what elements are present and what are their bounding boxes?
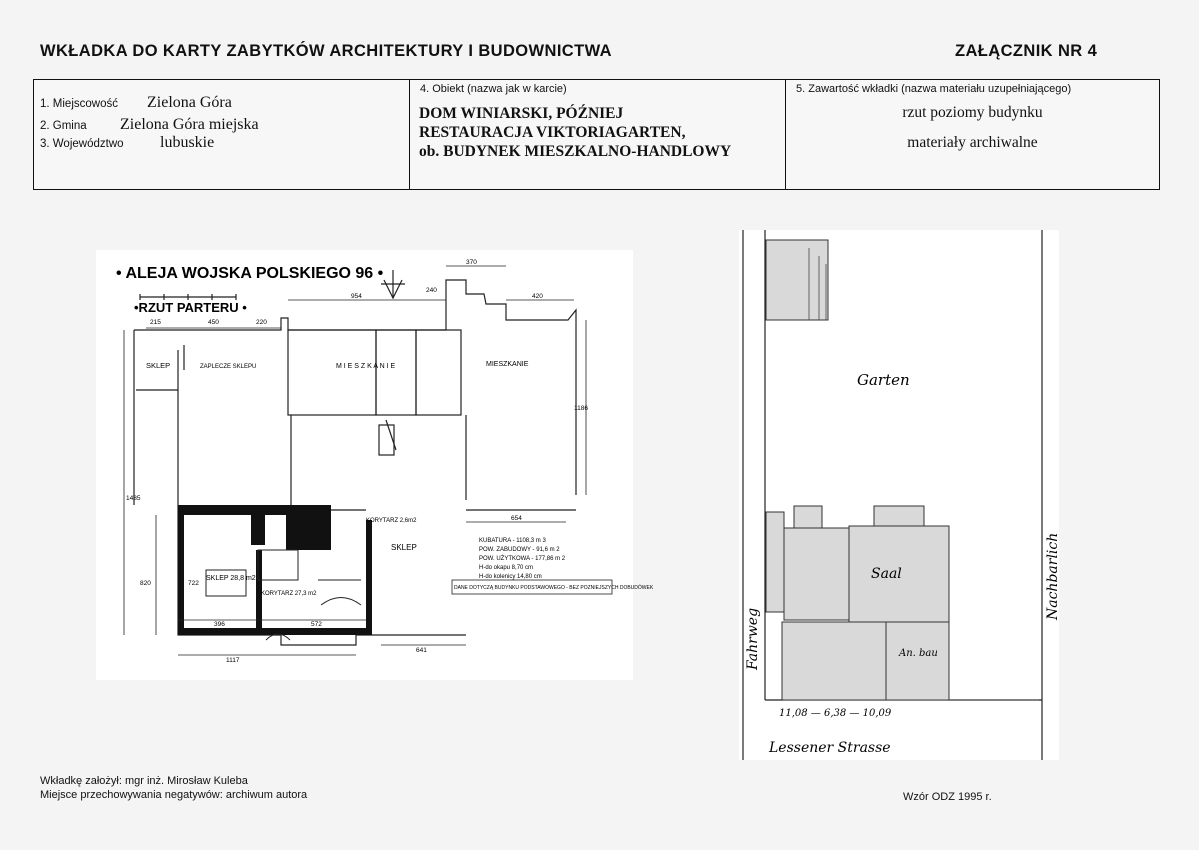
dimension-label: 572	[311, 621, 322, 628]
room-label: M I E S Z K A N I E	[336, 363, 396, 370]
storage-note: Miejsce przechowywania negatywów: archiwum autora	[40, 789, 308, 801]
hall-label: Saal	[871, 566, 902, 582]
data-line: H-do kolenicy 14,80 cm	[479, 574, 542, 580]
street-title: • ALEJA WOJSKA POLSKIEGO 96 •	[116, 265, 384, 282]
annex-label: An. bau	[899, 648, 938, 659]
annex-number: ZAŁĄCZNIK NR 4	[955, 42, 1098, 60]
object-line: ob. BUDYNEK MIESZKALNO-HANDLOWY	[419, 143, 732, 160]
gmina-row	[40, 116, 259, 133]
street-left-label: Fahrweg	[745, 607, 761, 670]
dimension-label: 215	[150, 319, 161, 326]
floor-title: •RZUT PARTERU •	[134, 300, 247, 315]
dimension-label: 641	[416, 647, 427, 654]
object-column	[410, 80, 786, 189]
dimension-label: 240	[426, 287, 437, 294]
dimension-label: 654	[511, 515, 522, 522]
floor-plan-drawing	[96, 250, 654, 680]
location-column	[34, 80, 410, 189]
data-line: H-do okapu 8,70 cm	[479, 565, 534, 571]
object-line: DOM WINIARSKI, PÓŹNIEJ	[419, 105, 624, 122]
object-line: RESTAURACJA VIKTORIAGARTEN,	[419, 124, 686, 141]
site-dimensions: 11,08 — 6,38 — 10,09	[779, 708, 892, 719]
floor-plan	[96, 250, 654, 680]
room-label: KORYTARZ 27,3 m2	[261, 591, 317, 597]
content-line: materiały archiwalne	[907, 134, 1038, 151]
gmina-value: Zielona Góra miejska	[120, 116, 259, 133]
room-label: SKLEP 28,8 m2	[206, 575, 256, 582]
dimension-label: 420	[532, 293, 543, 300]
data-line: POW. ZABUDOWY - 91,6 m 2	[479, 547, 560, 553]
room-label: MIESZKANIE	[486, 361, 529, 368]
voivodeship-value: lubuskie	[160, 134, 215, 151]
content-column	[786, 80, 1159, 189]
voivodeship-row	[40, 134, 215, 151]
street-right-label: Nachbarlich	[1045, 532, 1061, 620]
voivodeship-label: 3. Województwo	[40, 138, 124, 150]
room-label: SKLEP	[146, 361, 171, 370]
document-title: WKŁADKA DO KARTY ZABYTKÓW ARCHITEKTURY I BUDOWNICTWA	[40, 42, 612, 60]
plan-note: DANE DOTYCZĄ BUDYNKU PODSTAWOWEGO - BEZ POZNIEJSZYCH DOBUDÓWEK	[454, 585, 654, 591]
garden-label: Garten	[857, 371, 910, 389]
room-label: ZAPLECZE SKLEPU	[200, 364, 257, 370]
author-note: Wkładkę założył: mgr inż. Mirosław Kuleba	[40, 775, 248, 787]
dimension-label: 820	[140, 580, 151, 587]
dimension-label: 396	[214, 621, 225, 628]
content-caption: 5. Zawartość wkładki (nazwa materiału uzupełniającego)	[796, 83, 1072, 95]
location-label: 1. Miejscowość	[40, 98, 118, 110]
dimension-label: 1485	[126, 495, 141, 502]
site-plan-drawing	[739, 230, 1059, 760]
object-caption: 4. Obiekt (nazwa jak w karcie)	[420, 83, 567, 95]
form-reference: Wzór ODZ 1995 r.	[903, 791, 992, 803]
room-label: KORYTARZ 2,6m2	[366, 518, 417, 524]
dimension-label: 220	[256, 319, 267, 326]
data-line: KUBATURA - 1108,3 m 3	[479, 538, 546, 544]
dimension-label: 954	[351, 293, 362, 300]
dimension-label: 722	[188, 580, 199, 587]
location-row	[40, 94, 232, 111]
dimension-label: 1186	[574, 405, 588, 412]
street-bottom-label: Lessener Strasse	[769, 740, 891, 756]
room-label: SKLEP	[391, 543, 417, 552]
record-card	[33, 79, 1160, 190]
data-line: POW. UŻYTKOWA - 177,86 m 2	[479, 556, 566, 562]
content-line: rzut poziomy budynku	[902, 104, 1043, 121]
gmina-label: 2. Gmina	[40, 120, 87, 132]
location-value: Zielona Góra	[147, 94, 232, 111]
object-name	[419, 104, 731, 161]
historic-site-plan	[739, 230, 1059, 760]
dimension-label: 450	[208, 319, 219, 326]
dimension-label: 370	[466, 259, 477, 266]
dimension-label: 1117	[226, 657, 240, 664]
